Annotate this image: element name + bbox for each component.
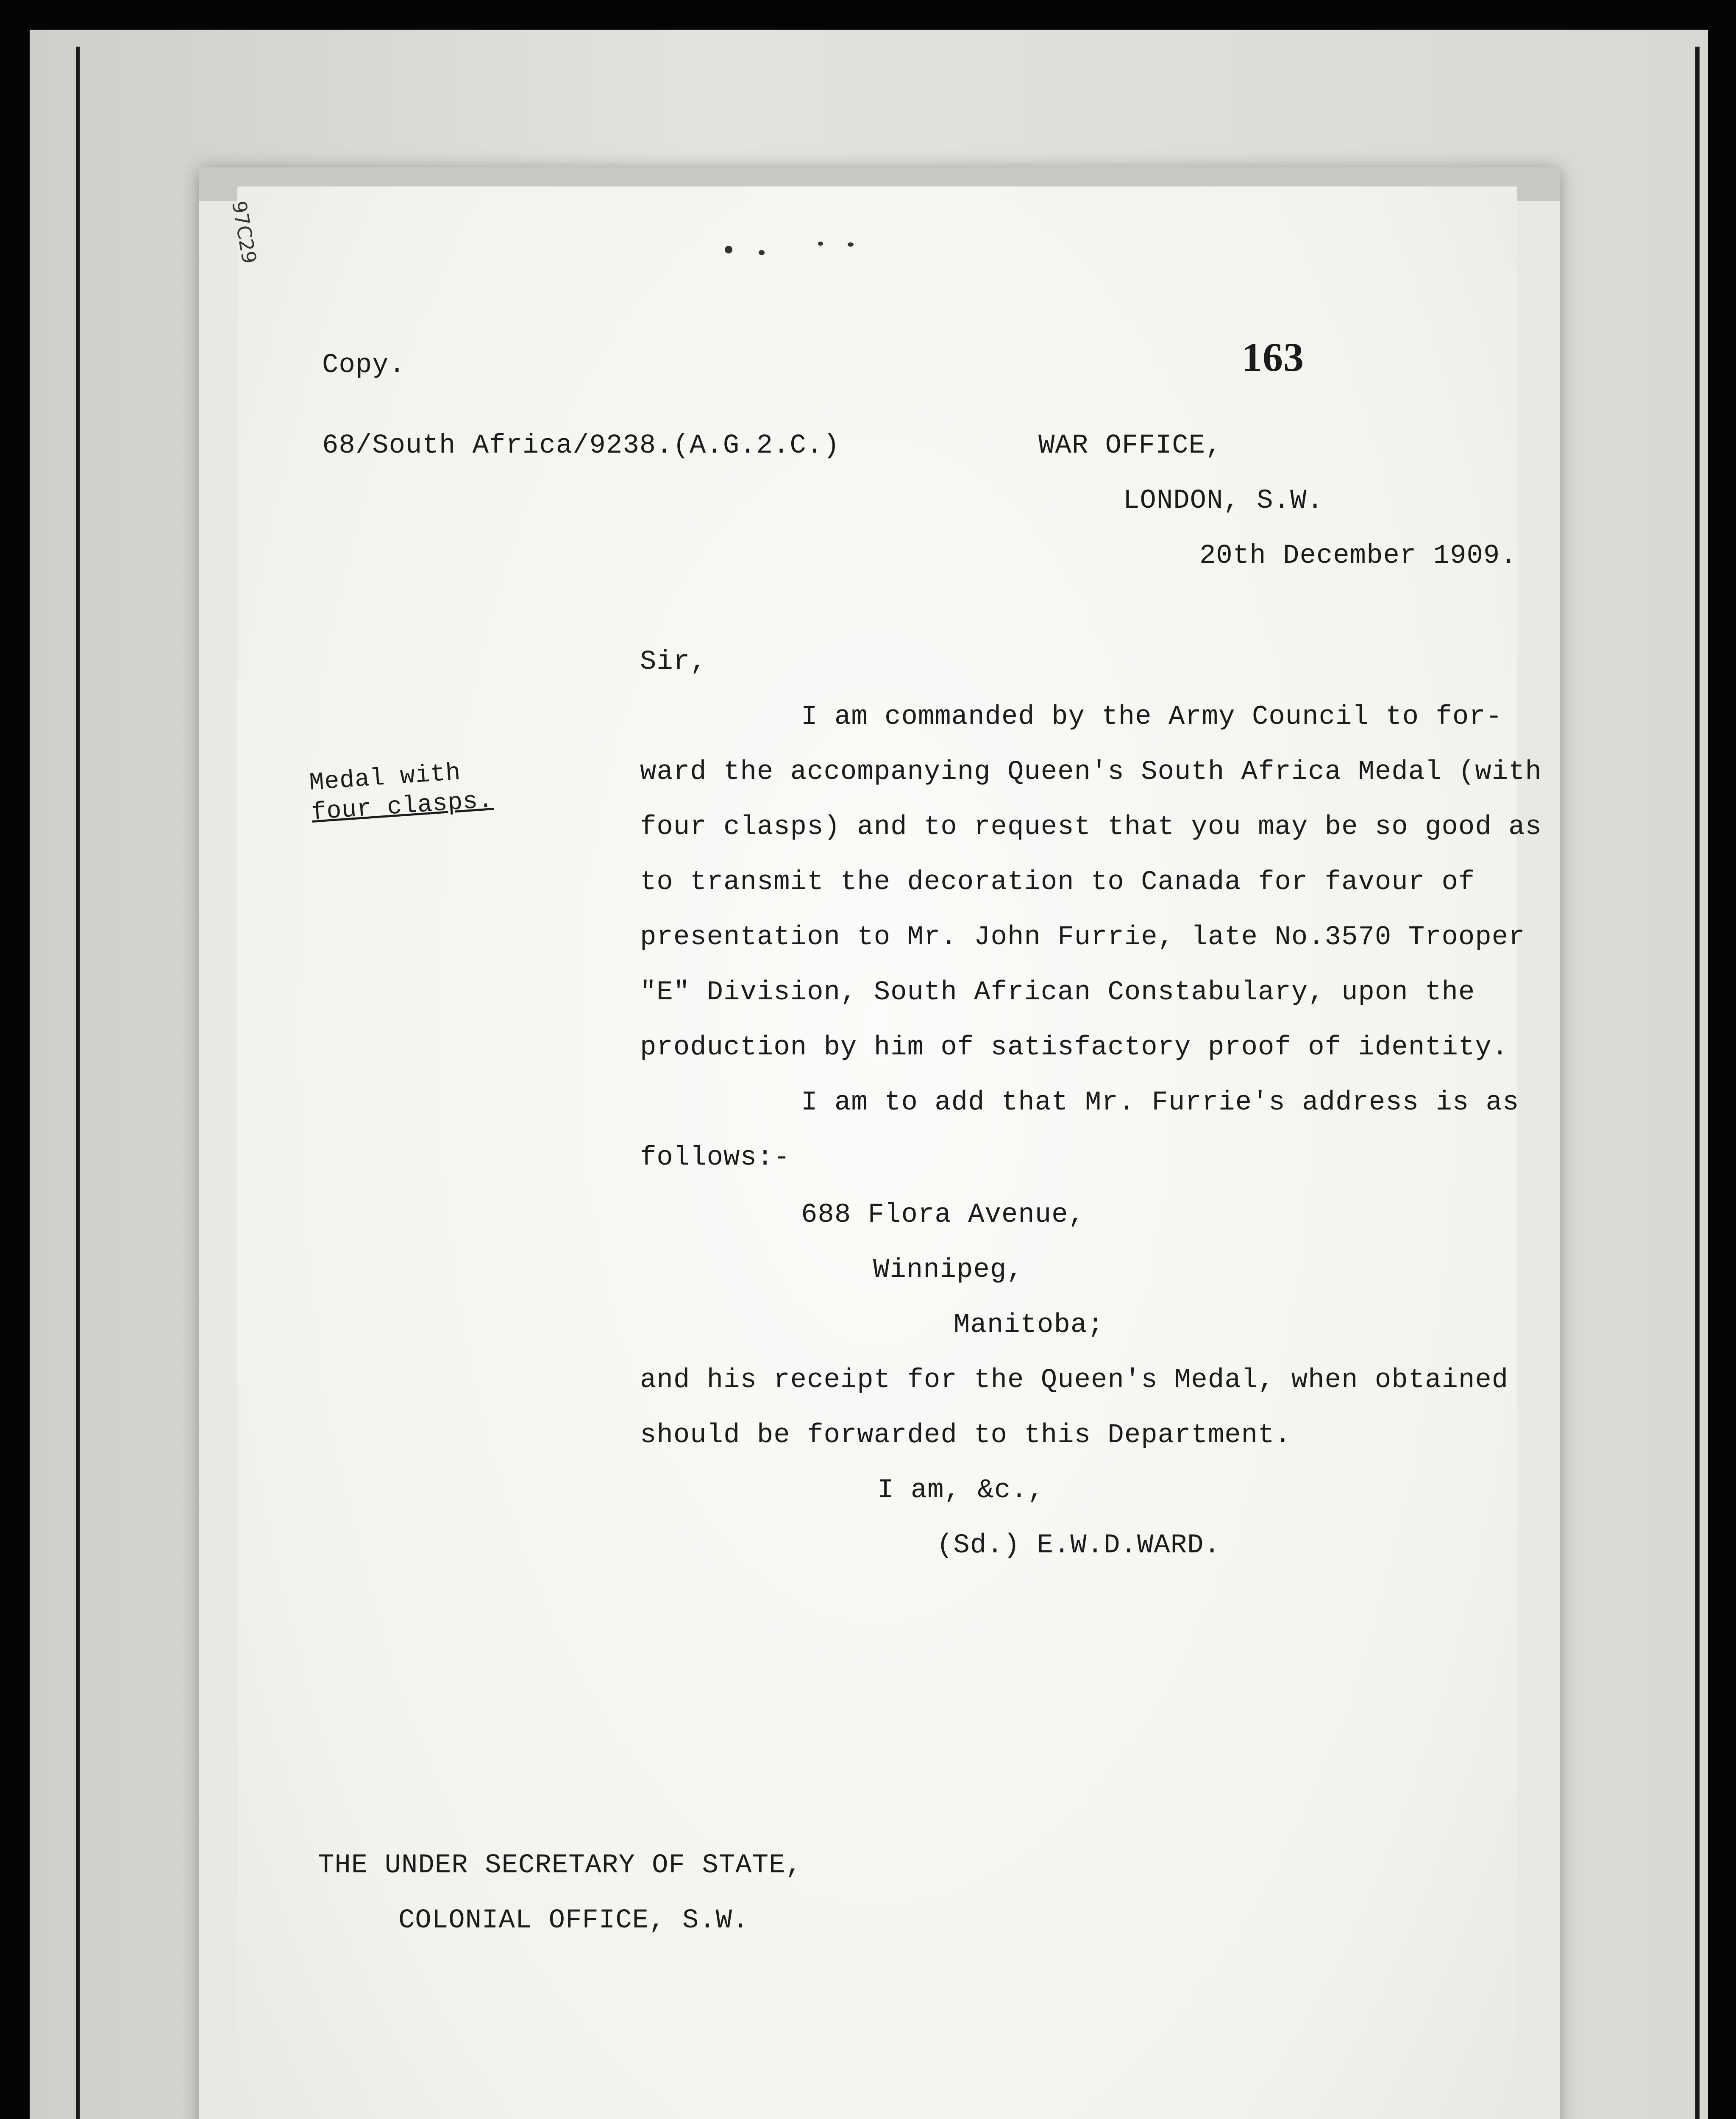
address-line-2: Winnipeg, — [873, 1255, 1024, 1285]
sender-office: WAR OFFICE, — [1038, 431, 1222, 461]
ink-speck — [818, 242, 823, 246]
margin-note-line-1: Medal with — [308, 759, 462, 797]
sender-city: LONDON, S.W. — [1123, 486, 1324, 516]
body-line: follows:- — [640, 1143, 790, 1173]
signature: (Sd.) E.W.D.WARD. — [937, 1530, 1221, 1561]
body-line: production by him of satisfactory proof of identity. — [640, 1032, 1509, 1063]
frame-guide-line-left — [76, 47, 80, 2119]
recipient-line-1: THE UNDER SECRETARY OF STATE, — [318, 1850, 802, 1881]
closing-line: and his receipt for the Queen's Medal, when obtained — [640, 1365, 1509, 1396]
margin-note-line-2: four clasps. — [310, 787, 494, 827]
body-line: I am to add that Mr. Furrie's address is as — [801, 1087, 1519, 1118]
address-line-3: Manitoba; — [954, 1310, 1104, 1340]
salutation: Sir, — [640, 647, 707, 677]
recipient-line-2: COLONIAL OFFICE, S.W. — [398, 1905, 749, 1936]
body-line: "E" Division, South African Constabulary, upon the — [640, 977, 1475, 1008]
body-line: presentation to Mr. John Furrie, late No.3570 Trooper — [640, 922, 1525, 953]
ink-speck — [759, 250, 765, 255]
body-line: to transmit the decoration to Canada for favour of — [640, 867, 1475, 898]
copy-label: Copy. — [322, 350, 406, 381]
sign-off: I am, &c., — [877, 1475, 1045, 1506]
body-line: four clasps) and to request that you may be so good as — [640, 812, 1542, 843]
archive-number: 97C29 — [227, 199, 261, 266]
ink-speck — [848, 242, 854, 247]
address-line-1: 688 Flora Avenue, — [801, 1200, 1085, 1230]
body-line: ward the accompanying Queen's South Africa Medal (with — [640, 757, 1542, 787]
ink-speck — [725, 246, 732, 253]
file-reference: 68/South Africa/9238.(A.G.2.C.) — [322, 431, 840, 461]
letter-date: 20th December 1909. — [1199, 541, 1517, 571]
body-line: I am commanded by the Army Council to for- — [801, 702, 1503, 732]
folio-number: 163 — [1242, 334, 1304, 380]
closing-line: should be forwarded to this Department. — [640, 1420, 1291, 1451]
frame-guide-line-right — [1695, 47, 1700, 2119]
letter-page — [237, 186, 1542, 2119]
